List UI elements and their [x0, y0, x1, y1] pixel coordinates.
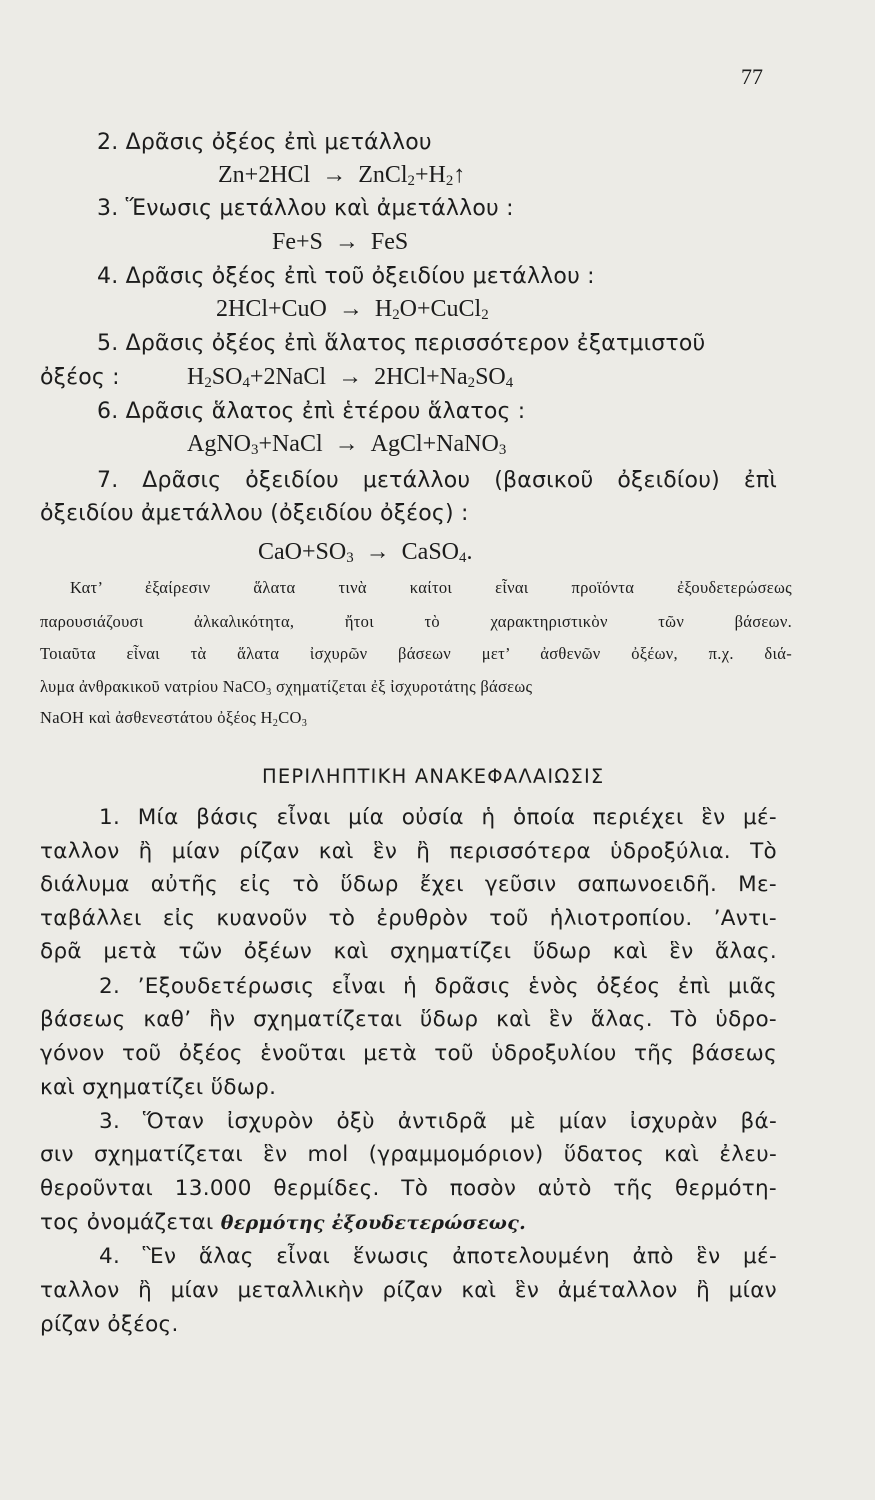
note-line: λυμα ἀνθρακικοῦ νατρίου NaCO$_3$ σχηματίζεται ἐξ ἰσχυροτάτης βάσεως: [40, 677, 533, 698]
summary-line: 1. Μία βάσις εἶναι μία οὐσία ἡ ὁποία περιέχει ἓν μέ-: [99, 805, 777, 830]
equation-6: AgNO$_3$+NaCl → AgCl+NaNO$_3$: [187, 431, 507, 458]
summary-line: 2. ’Εξουδετέρωσις εἶναι ἡ δρᾶσις ἑνὸς ὀξέος ἐπὶ μιᾶς: [99, 974, 777, 999]
summary-line: 4. Ἓν ἅλας εἶναι ἕνωσις ἀποτελουμένη ἀπὸ ἓν μέ-: [99, 1244, 777, 1269]
summary-line: γόνον τοῦ ὀξέος ἑνοῦται μετὰ τοῦ ὑδροξυλίου τῆς βάσεως: [40, 1041, 777, 1066]
note-line: παρουσιάζουσι ἀλκαλικότητα, ἤτοι τὸ χαρακτηριστικὸν τῶν βάσεων.: [40, 612, 792, 631]
equation-3: Fe+S → FeS: [272, 229, 409, 255]
reaction-arrow: →: [334, 229, 359, 255]
summary-line: 3. Ὅταν ἰσχυρὸν ὀξὺ ἀντιδρᾶ μὲ μίαν ἰσχυρὰν βά-: [99, 1109, 777, 1134]
note-text: NaOH καὶ ἀσθενεστάτου ὀξέος: [40, 708, 257, 727]
example-5-title: 5. Δρᾶσις ὀξέος ἐπὶ ἅλατος περισσότερον ἐξατμιστοῦ: [97, 331, 706, 356]
summary-line: βάσεως καθ’ ἣν σχηματίζεται ὕδωρ καὶ ἓν ἅλας. Τὸ ὑδρο-: [40, 1007, 777, 1032]
example-5-label: ὀξέος :: [40, 365, 120, 390]
example-2-title: 2. Δρᾶσις ὀξέος ἐπὶ μετάλλου: [97, 130, 432, 155]
example-4-title: 4. Δρᾶσις ὀξέος ἐπὶ τοῦ ὀξειδίου μετάλλου :: [97, 264, 595, 289]
summary-line: ρίζαν ὀξέος.: [40, 1312, 179, 1337]
summary-line: δρᾶ μετὰ τῶν ὀξέων καὶ σχηματίζει ὕδωρ καὶ ἓν ἅλας.: [40, 939, 777, 964]
summary-line: ταλλον ἢ μίαν ρίζαν καὶ ἓν ἢ περισσότερα ὑδροξύλια. Τὸ: [40, 839, 777, 864]
note-line: Τοιαῦτα εἶναι τὰ ἅλατα ἰσχυρῶν βάσεων μετ’ ἀσθενῶν ὀξέων, π.χ. διά-: [40, 644, 792, 663]
summary-line: σιν σχηματίζεται ἓν mol (γραμμομόριον) ὕδατος καὶ ἐλευ-: [40, 1142, 777, 1167]
note-line: NaOH καὶ ἀσθενεστάτου ὀξέος $H_2CO_3$: [40, 708, 308, 729]
note-line: Κατ’ ἐξαίρεσιν ἅλατα τινὰ καίτοι εἶναι προϊόντα ἐξουδετερώσεως: [70, 578, 792, 597]
note-text: λυμα ἀνθρακικοῦ νατρίου: [40, 677, 219, 696]
reaction-arrow: →: [334, 431, 359, 457]
summary-line: διάλυμα αὐτῆς εἰς τὸ ὕδωρ ἔχει γεῦσιν σαπωνοειδῆ. Με-: [40, 872, 777, 897]
equation-7: $CaO+SO_3$ → CaSO$_4$.: [258, 539, 473, 566]
summary-text: τος ὀνομάζεται: [40, 1210, 214, 1235]
reaction-arrow: →: [338, 296, 363, 322]
note-text: σχηματίζεται ἐξ ἰσχυροτάτης βάσεως: [276, 677, 533, 696]
summary-line: θεροῦνται 13.000 θερμίδες. Τὸ ποσὸν αὐτὸ τῆς θερμότη-: [40, 1176, 777, 1201]
equation-2: $Zn+2HCl \to ZnCl_2+H_2↑$: [218, 162, 466, 189]
reaction-arrow: →: [365, 539, 390, 565]
summary-heading: ΠΕΡΙΛΗΠΤΙΚΗ ΑΝΑΚΕΦΑΛΑΙΩΣΙΣ: [262, 765, 605, 788]
equation-4: $2HCl+CuO \to H_2O+CuCl_2$: [216, 296, 489, 323]
example-3-title: 3. Ἕνωσις μετάλλου καὶ ἀμετάλλου :: [97, 196, 514, 221]
summary-line: καὶ σχηματίζει ὕδωρ.: [40, 1075, 277, 1100]
equation-5: $H_2SO_4+2NaCl \to 2HCl+Na_2SO_4$: [187, 364, 514, 391]
summary-line: ταλλον ἢ μίαν μεταλλικὴν ρίζαν καὶ ἓν ἀμέταλλον ἢ μίαν: [40, 1278, 777, 1303]
emphasized-term: θερμότης ἐξουδετερώσεως.: [220, 1212, 526, 1234]
reaction-arrow: →: [338, 364, 363, 390]
reaction-arrow: →: [322, 162, 347, 188]
summary-line: ταβάλλει εἰς κυανοῦν τὸ ἐρυθρὸν τοῦ ἡλιοτροπίου. ’Αντι-: [40, 906, 777, 931]
example-7-title: 7. Δρᾶσις ὀξειδίου μετάλλου (βασικοῦ ὀξειδίου) ἐπὶ: [97, 468, 777, 493]
summary-line: [40, 1210, 526, 1235]
example-7-title-cont: ὀξειδίου ἀμετάλλου (ὀξειδίου ὀξέος) :: [40, 501, 469, 526]
example-6-title: 6. Δρᾶσις ἅλατος ἐπὶ ἑτέρου ἅλατος :: [97, 399, 526, 424]
page-number: 77: [741, 64, 763, 89]
